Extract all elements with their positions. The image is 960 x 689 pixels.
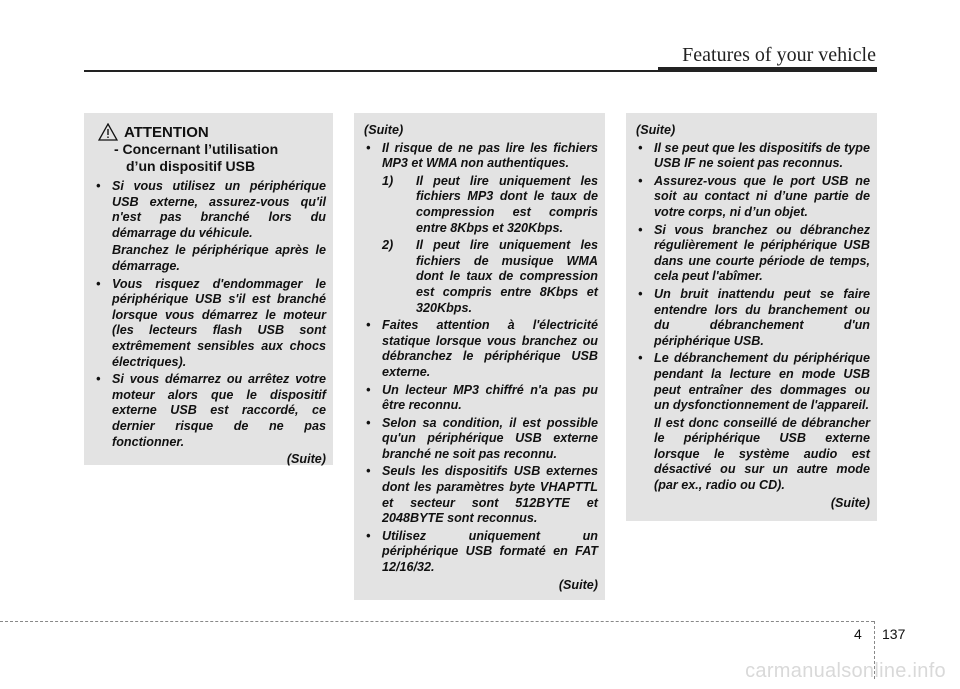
suite-label: (Suite) — [830, 495, 870, 510]
info-list — [364, 141, 598, 172]
numbered-item — [382, 174, 598, 236]
item-number: 2) — [382, 238, 394, 253]
list-item: • Un bruit inattendu peut se faire entendre lors du branchement ou du débranchement d'un périphérique USB. — [636, 287, 870, 349]
list-item: • Un lecteur MP3 chiffré n'a pas pu être reconnu. — [364, 383, 598, 414]
attention-title: ATTENTION — [124, 123, 209, 141]
list-item: • Vous risquez d'endommager le périphérique USB s'il est branché lorsque vous démarrez le moteur (les lecteurs flash USB sont extrêmement sensibles aux chocs électriques). — [94, 277, 326, 371]
attention-box — [84, 113, 333, 465]
item-text: Il peut lire uniquement les fichiers MP3 dont le taux de compression est compris entre 8Kbps et 320Kbps. — [416, 173, 598, 235]
list-item: • Il se peut que les dispositifs de type USB IF ne soient pas reconnus. — [636, 141, 870, 172]
attention-list-cont — [94, 277, 326, 451]
list-item: • Si vous démarrez ou arrêtez votre moteur alors que le dispositif externe USB est raccordé, ce dernier risque de ne pas fonctionner. — [94, 372, 326, 450]
list-item-note: Branchez le périphérique après le démarrage. — [112, 243, 326, 273]
item-text: Il peut lire uniquement les fichiers de musique WMA dont le taux de compression est compris entre 8Kbps et 320Kbps. — [416, 238, 598, 315]
suite-label-top: (Suite) — [636, 123, 676, 137]
attention-subtitle-line2: d’un dispositif USB — [126, 158, 256, 174]
list-item: • Il risque de ne pas lire les fichiers MP3 et WMA non authentiques. — [364, 141, 598, 172]
attention-subtitle — [114, 141, 326, 175]
list-item: • Si vous branchez ou débranchez régulièrement le périphérique USB dans une courte période de temps, cela peut l'abîmer. — [636, 223, 870, 285]
list-item: • Utilisez uniquement un périphérique USB formaté en FAT 12/16/32. — [364, 529, 598, 576]
item-number: 1) — [382, 173, 394, 188]
watermark: carmanualsonline.info — [745, 660, 946, 682]
suite-label: (Suite) — [558, 577, 598, 592]
footer-rule — [0, 621, 874, 622]
info-list — [636, 141, 870, 414]
attention-list — [94, 179, 326, 241]
attention-heading — [98, 123, 326, 141]
list-item: • Le débranchement du périphérique pendant la lecture en mode USB peut entraîner des dommages ou un dysfonctionnement de l'appareil. — [636, 351, 870, 413]
continued-box-2 — [354, 113, 605, 600]
suite-label: (Suite) — [286, 452, 326, 467]
numbered-item — [382, 238, 598, 316]
attention-subtitle-line1: - Concernant l’utilisation — [114, 141, 279, 157]
list-item: • Faites attention à l'électricité statique lorsque vous branchez ou débranchez le périphérique USB externe. — [364, 318, 598, 380]
chapter-number: 4 — [854, 626, 862, 642]
suite-label-top: (Suite) — [364, 123, 404, 137]
page-header-title: Features of your vehicle — [682, 44, 876, 66]
page-number: 137 — [882, 626, 906, 642]
list-item-note: Il est donc conseillé de débrancher le périphérique USB externe lorsque le système audio est désactivé ou sur un autre mode (par ex., radio ou CD). — [654, 415, 870, 493]
list-item: • Assurez-vous que le port USB ne soit au contact ni d’une partie de votre corps, ni d’un objet. — [636, 174, 870, 221]
continued-box-3 — [626, 113, 877, 521]
list-item: • Si vous utilisez un périphérique USB externe, assurez-vous qu'il n'est pas branché lors du démarrage du véhicule. — [94, 179, 326, 241]
header-rule-thin — [84, 70, 660, 72]
warning-triangle-icon — [98, 123, 118, 141]
list-item: • Selon sa condition, il est possible qu'un périphérique USB externe branché ne soit pas reconnu. — [364, 416, 598, 463]
list-item: • Seuls les dispositifs USB externes dont les paramètres byte VHAPTTL et secteur sont 512BYTE et 2048BYTE sont reconnus. — [364, 464, 598, 526]
info-list-cont — [364, 318, 598, 576]
header-rule-thick — [658, 67, 877, 72]
